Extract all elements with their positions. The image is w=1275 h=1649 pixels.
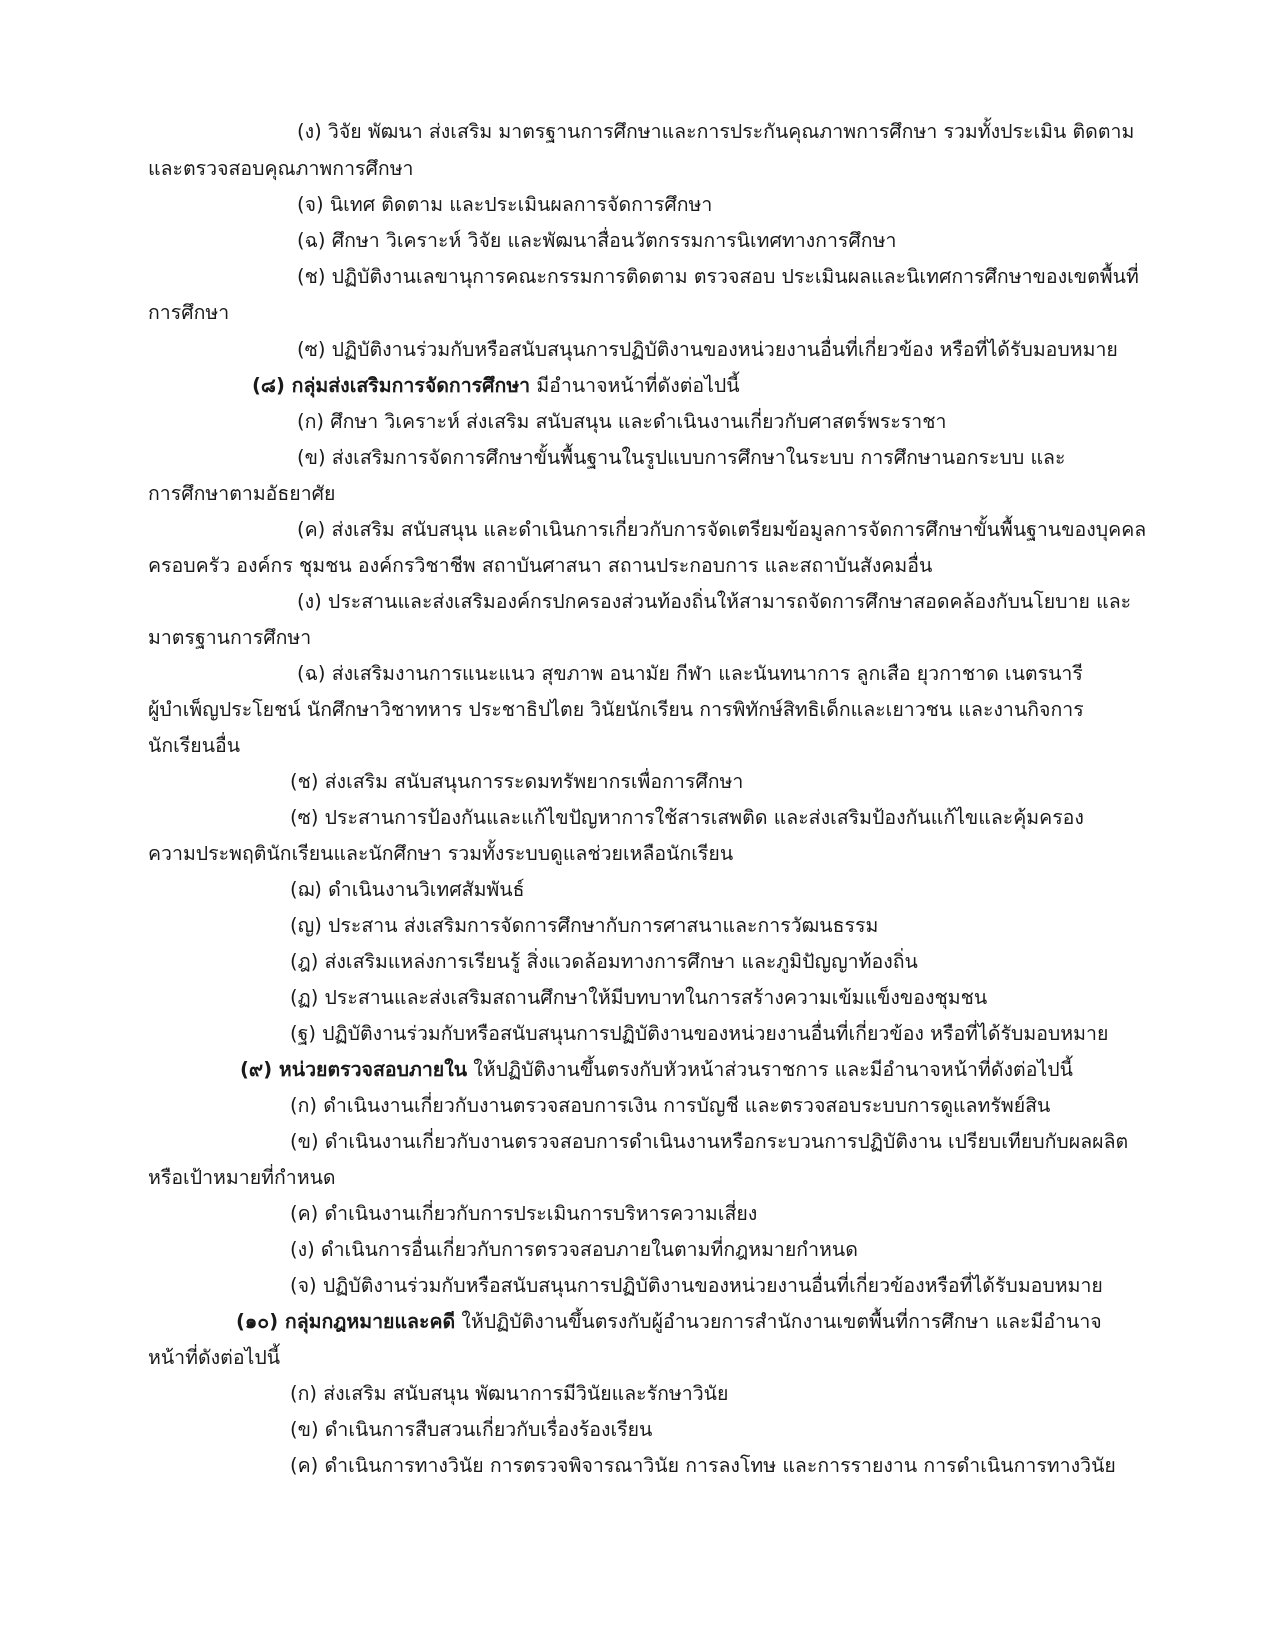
paragraph-line: (ฐ) ปฏิบัติงานร่วมกับหรือสนับสนุนการปฏิบัติงานของหน่วยงานอื่นที่เกี่ยวข้อง หรือที่ได้รับมอบหมาย [290,1022,1109,1045]
section-heading-8-rest: มีอำนาจหน้าที่ดังต่อไปนี้ [530,374,740,397]
paragraph-line: (ช) ปฏิบัติงานเลขานุการคณะกรรมการติดตาม ตรวจสอบ ประเมินผลและนิเทศการศึกษาของเขตพื้นที่ [297,265,1139,288]
paragraph-line: (ก) ส่งเสริม สนับสนุน พัฒนาการมีวินัยและรักษาวินัย [290,1382,729,1405]
paragraph-line: (ญ) ประสาน ส่งเสริมการจัดการศึกษากับการศาสนาและการวัฒนธรรม [290,914,879,937]
paragraph-line: การศึกษา [148,301,230,324]
paragraph-line: (ง) ดำเนินการอื่นเกี่ยวกับการตรวจสอบภายในตามที่กฎหมายกำหนด [290,1238,858,1261]
paragraph-line: (ข) ดำเนินงานเกี่ยวกับงานตรวจสอบการดำเนินงานหรือกระบวนการปฏิบัติงาน เปรียบเทียบกับผลผลิต [290,1130,1129,1153]
paragraph-line: ความประพฤตินักเรียนและนักศึกษา รวมทั้งระบบดูแลช่วยเหลือนักเรียน [148,842,734,865]
paragraph-line: (ฎ) ส่งเสริมแหล่งการเรียนรู้ สิ่งแวดล้อมทางการศึกษา และภูมิปัญญาท้องถิ่น [290,950,918,973]
paragraph-line: (ค) ส่งเสริม สนับสนุน และดำเนินการเกี่ยวกับการจัดเตรียมข้อมูลการจัดการศึกษาขั้นพื้นฐานของบุคคล [297,518,1147,541]
section-heading-10 [236,1307,1191,1337]
paragraph-line: (ง) ประสานและส่งเสริมองค์กรปกครองส่วนท้องถิ่นให้สามารถจัดการศึกษาสอดคล้องกับนโยบาย และ [297,590,1132,613]
paragraph-line: หรือเป้าหมายที่กำหนด [148,1166,336,1189]
paragraph-line: (จ) นิเทศ ติดตาม และประเมินผลการจัดการศึกษา [297,193,713,216]
paragraph-line: (ข) ส่งเสริมการจัดการศึกษาขั้นพื้นฐานในรูปแบบการศึกษาในระบบ การศึกษานอกระบบ และ [297,446,1066,469]
paragraph-line: (จ) ปฏิบัติงานร่วมกับหรือสนับสนุนการปฏิบัติงานของหน่วยงานอื่นที่เกี่ยวข้องหรือที่ได้รับมอบหมาย [290,1274,1103,1297]
paragraph-line: (ฉ) ส่งเสริมงานการแนะแนว สุขภาพ อนามัย กีฬา และนันทนาการ ลูกเสือ ยุวกาชาด เนตรนารี [297,662,1083,685]
paragraph-line: ผู้บำเพ็ญประโยชน์ นักศึกษาวิชาทหาร ประชาธิปไตย วินัยนักเรียน การพิทักษ์สิทธิเด็กและเยาวชน และงานกิจการ [148,698,1084,721]
section-heading-9 [240,1055,1190,1085]
section-heading-8 [252,371,1192,401]
section-heading-10-rest: ให้ปฏิบัติงานขึ้นตรงกับผู้อำนวยการสำนักงานเขตพื้นที่การศึกษา และมีอำนาจ [455,1310,1102,1333]
paragraph-line: มาตรฐานการศึกษา [148,626,312,649]
section-heading-10-bold: (๑๐) กลุ่มกฎหมายและคดี [236,1310,456,1333]
paragraph-line: (ซ) ประสานการป้องกันและแก้ไขปัญหาการใช้สารเสพติด และส่งเสริมป้องกันแก้ไขและคุ้มครอง [290,806,1084,829]
paragraph-line: นักเรียนอื่น [148,734,241,757]
paragraph-line: และตรวจสอบคุณภาพการศึกษา [148,157,414,180]
paragraph-line: (ค) ดำเนินงานเกี่ยวกับการประเมินการบริหารความเสี่ยง [290,1202,758,1225]
section-heading-9-rest: ให้ปฏิบัติงานขึ้นตรงกับหัวหน้าส่วนราชการ และมีอำนาจหน้าที่ดังต่อไปนี้ [467,1058,1073,1081]
paragraph-line: หน้าที่ดังต่อไปนี้ [148,1346,281,1369]
paragraph-line: (ฌ) ดำเนินงานวิเทศสัมพันธ์ [290,878,525,901]
paragraph-line: (ฏ) ประสานและส่งเสริมสถานศึกษาให้มีบทบาทในการสร้างความเข้มแข็งของชุมชน [290,986,988,1009]
paragraph-line: (ช) ส่งเสริม สนับสนุนการระดมทรัพยากรเพื่อการศึกษา [290,770,744,793]
paragraph-line: (ง) วิจัย พัฒนา ส่งเสริม มาตรฐานการศึกษาและการประกันคุณภาพการศึกษา รวมทั้งประเมิน ติดตาม [297,120,1135,143]
paragraph-line: การศึกษาตามอัธยาศัย [148,482,336,505]
section-heading-8-bold: (๘) กลุ่มส่งเสริมการจัดการศึกษา [252,374,531,397]
paragraph-line: (ก) ศึกษา วิเคราะห์ ส่งเสริม สนับสนุน และดำเนินงานเกี่ยวกับศาสตร์พระราชา [297,410,947,433]
paragraph-line: (ค) ดำเนินการทางวินัย การตรวจพิจารณาวินัย การลงโทษ และการรายงาน การดำเนินการทางวินัย [290,1454,1116,1477]
paragraph-line: (ข) ดำเนินการสืบสวนเกี่ยวกับเรื่องร้องเรียน [290,1418,653,1441]
section-heading-9-bold: (๙) หน่วยตรวจสอบภายใน [240,1058,468,1081]
paragraph-line: (ซ) ปฏิบัติงานร่วมกับหรือสนับสนุนการปฏิบัติงานของหน่วยงานอื่นที่เกี่ยวข้อง หรือที่ได้รับมอบหมาย [297,338,1118,361]
paragraph-line: (ฉ) ศึกษา วิเคราะห์ วิจัย และพัฒนาสื่อนวัตกรรมการนิเทศทางการศึกษา [297,229,897,252]
paragraph-line: (ก) ดำเนินงานเกี่ยวกับงานตรวจสอบการเงิน การบัญชี และตรวจสอบระบบการดูแลทรัพย์สิน [290,1094,1051,1117]
paragraph-line: ครอบครัว องค์กร ชุมชน องค์กรวิชาชีพ สถาบันศาสนา สถานประกอบการ และสถาบันสังคมอื่น [148,554,933,577]
